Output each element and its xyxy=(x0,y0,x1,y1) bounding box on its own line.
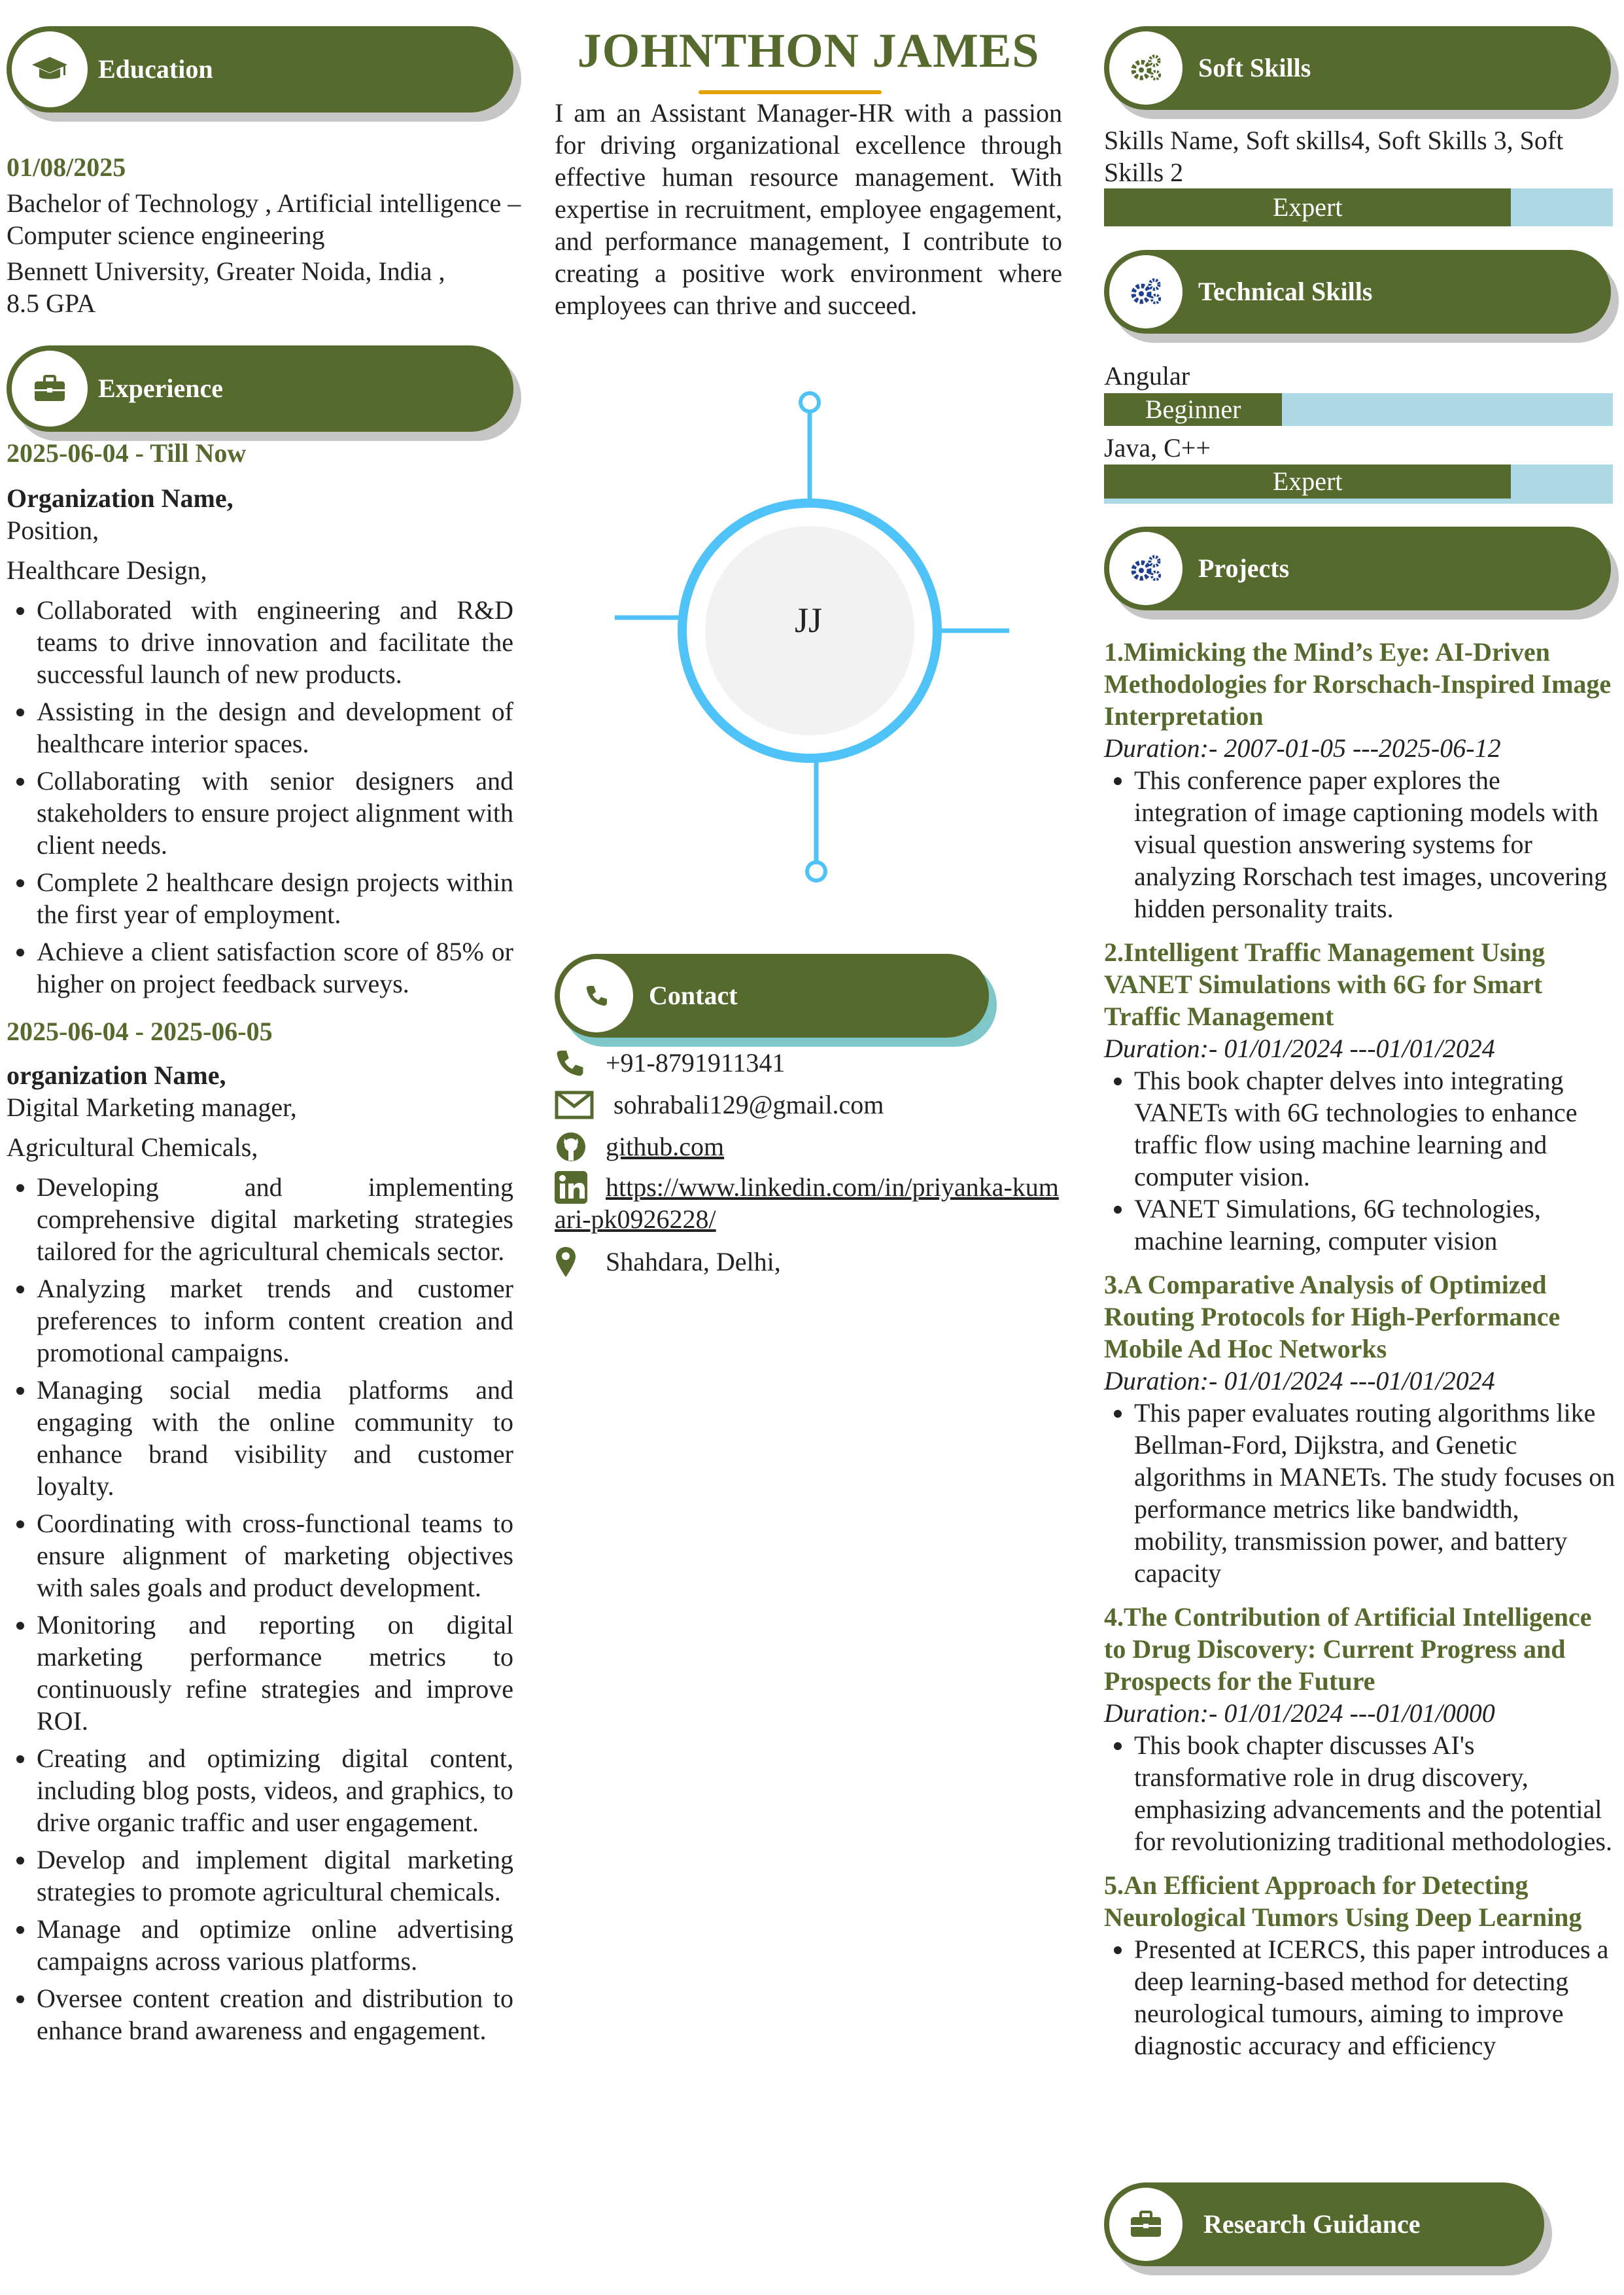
education-heading: Education xyxy=(98,54,213,84)
skill-name: Java, C++ xyxy=(1104,433,1211,463)
profile-summary: I am an Assistant Manager-HR with a passion for driving organizational excellence through effective human resource management. With expertise in recruitment, employee engagement, and performance management, I contribute to creating a positive work environment where employees can thrive and succeed. xyxy=(555,98,1062,320)
contact-location xyxy=(555,1246,781,1278)
candidate-name: JOHNTHON JAMES xyxy=(577,24,1040,78)
list-item: • Collaborated with engineering and R&D teams to drive innovation and facilitate the successful launch of new products. xyxy=(37,594,513,690)
contact-heading: Contact xyxy=(649,981,738,1010)
contact-phone xyxy=(555,1047,785,1079)
project-title: 2.Intelligent Traffic Management Using VANET Simulations with 6G for Smart Traffic Management xyxy=(1104,937,1546,1031)
skill-level-bar xyxy=(1104,464,1613,504)
project-duration: Duration:- 2007-01-05 ---2025-06-12 xyxy=(1104,733,1501,763)
project-title: 3.A Comparative Analysis of Optimized Routing Protocols for High-Performance Mobile Ad Hoc Networks xyxy=(1104,1270,1561,1363)
graduation-cap-icon xyxy=(12,31,88,107)
list-item: • Creating and optimizing digital content, including blog posts, videos, and graphics, to drive organic traffic and user engagement. xyxy=(37,1742,513,1838)
contact-linkedin[interactable] xyxy=(555,1171,1062,1235)
phone-icon xyxy=(555,1047,606,1079)
list-item: • This book chapter delves into integrating VANETs with 6G technologies to enhance traffic flow using machine learning and computer vision. xyxy=(1134,1064,1617,1193)
job-department: Healthcare Design, xyxy=(7,555,207,585)
experience-header xyxy=(7,345,513,432)
soft-skills-level-fill: Expert xyxy=(1104,188,1511,226)
education-date: 01/08/2025 xyxy=(7,152,126,182)
soft-skills-list: Skills Name, Soft skills4, Soft Skills 3, Soft Skills 2 xyxy=(1104,126,1564,187)
list-item: • This book chapter discusses AI's transformative role in drug discovery, emphasizing advancements and the potential for revolutionizing traditional methodologies. xyxy=(1134,1729,1617,1857)
project-item xyxy=(1104,1869,1617,2061)
project-duration: Duration:- 01/01/2024 ---01/01/0000 xyxy=(1104,1698,1495,1728)
research-guidance-header xyxy=(1104,2182,1544,2266)
github-icon xyxy=(555,1130,606,1163)
contact-phone-value: +91-8791911341 xyxy=(606,1048,786,1077)
map-pin-icon xyxy=(555,1246,606,1278)
briefcase-icon xyxy=(1109,2188,1183,2261)
job-bullets xyxy=(7,594,513,1000)
project-title: 4.The Contribution of Artificial Intelligence to Drug Discovery: Current Progress and Prospects for the Future xyxy=(1104,1602,1592,1696)
projects-list xyxy=(1104,636,1617,2061)
contact-github[interactable] xyxy=(555,1130,724,1163)
experience-heading: Experience xyxy=(98,374,224,403)
job-dates: 2025-06-04 - Till Now xyxy=(7,438,247,468)
list-item: • Achieve a client satisfaction score of 85% or higher on project feedback surveys. xyxy=(37,936,513,1000)
soft-skills-heading: Soft Skills xyxy=(1198,53,1311,82)
technical-skills-header xyxy=(1104,250,1611,334)
list-item: • Presented at ICERCS, this paper introduces a deep learning-based method for detecting neurological tumours, aiming to improve diagnostic accuracy and efficiency xyxy=(1134,1933,1617,2061)
job-dates: 2025-06-04 - 2025-06-05 xyxy=(7,1017,273,1046)
gears-icon xyxy=(1109,255,1183,328)
contact-email[interactable] xyxy=(555,1089,884,1121)
education-grade: 8.5 GPA xyxy=(7,289,96,318)
connector-node xyxy=(807,862,825,881)
list-item: • Develop and implement digital marketing strategies to promote agricultural chemicals. xyxy=(37,1844,513,1908)
list-item: • Collaborating with senior designers and stakeholders to ensure project alignment with client needs. xyxy=(37,765,513,861)
research-guidance-heading: Research Guidance xyxy=(1203,2209,1421,2239)
list-item: • Oversee content creation and distribution to enhance brand awareness and engagement. xyxy=(37,1982,513,2046)
skill-name: Angular xyxy=(1104,361,1190,391)
job-entry xyxy=(7,1015,513,2052)
project-duration: Duration:- 01/01/2024 ---01/01/2024 xyxy=(1104,1034,1495,1063)
list-item: • VANET Simulations, 6G technologies, machine learning, computer vision xyxy=(1134,1193,1617,1257)
education-institution: Bennett University, Greater Noida, India , xyxy=(7,256,445,286)
connector-node xyxy=(801,393,819,412)
avatar-initials: JJ xyxy=(794,601,823,640)
project-title: 5.An Efficient Approach for Detecting Neurological Tumors Using Deep Learning xyxy=(1104,1870,1582,1932)
list-item: • Coordinating with cross-functional teams to ensure alignment of marketing objectives with sales goals and product development. xyxy=(37,1507,513,1603)
contact-location-value: Shahdara, Delhi, xyxy=(606,1247,781,1276)
soft-skills-header xyxy=(1104,26,1611,110)
job-bullets xyxy=(7,1171,513,2046)
phone-icon xyxy=(560,959,633,1032)
briefcase-icon xyxy=(12,351,88,427)
list-item: • Assisting in the design and development of healthcare interior spaces. xyxy=(37,695,513,760)
skill-level-bar xyxy=(1104,393,1613,426)
skill-level-fill: Beginner xyxy=(1104,393,1282,426)
skill-level-fill: Expert xyxy=(1104,464,1511,499)
projects-header xyxy=(1104,527,1611,610)
job-position: Digital Marketing manager, xyxy=(7,1093,297,1122)
list-item: • Complete 2 healthcare design projects within the first year of employment. xyxy=(37,866,513,930)
contact-header xyxy=(555,954,989,1038)
job-organization: organization Name, xyxy=(7,1060,226,1090)
job-organization: Organization Name, xyxy=(7,483,233,513)
gears-icon xyxy=(1109,532,1183,605)
linkedin-icon xyxy=(555,1171,606,1203)
technical-skills-heading: Technical Skills xyxy=(1198,277,1373,306)
project-item xyxy=(1104,636,1617,924)
project-item xyxy=(1104,1269,1617,1589)
list-item: • This paper evaluates routing algorithms like Bellman-Ford, Dijkstra, and Genetic algorithms in MANETs. The study focuses on performance metrics like bandwidth, mobility, transmission power, and battery capacity xyxy=(1134,1397,1617,1589)
list-item: • Manage and optimize online advertising campaigns across various platforms. xyxy=(37,1913,513,1977)
contact-email-value[interactable]: sohrabali129@gmail.com xyxy=(613,1090,884,1119)
list-item: • Managing social media platforms and engaging with the online community to enhance brand visibility and customer loyalty. xyxy=(37,1374,513,1502)
projects-heading: Projects xyxy=(1198,553,1290,583)
education-header xyxy=(7,26,513,113)
list-item: • Analyzing market trends and customer preferences to inform content creation and promotional campaigns. xyxy=(37,1272,513,1369)
list-item: • Developing and implementing comprehensive digital marketing strategies tailored for the agricultural chemicals sector. xyxy=(37,1171,513,1267)
soft-skills-level-bar xyxy=(1104,188,1613,226)
list-item: • This conference paper explores the integration of image captioning models with visual question answering systems for analyzing Rorschach test images, uncovering hidden personality traits. xyxy=(1134,764,1617,924)
project-title: 1.Mimicking the Mind’s Eye: AI-Driven Methodologies for Rorschach-Inspired Image Interpretation xyxy=(1104,637,1612,731)
project-item xyxy=(1104,1601,1617,1857)
contact-linkedin-link[interactable]: https://www.linkedin.com/in/priyanka-kumari-pk0926228/ xyxy=(555,1172,1059,1234)
name-underline xyxy=(699,90,882,94)
job-department: Agricultural Chemicals, xyxy=(7,1132,258,1162)
gears-icon xyxy=(1109,31,1183,105)
list-item: • Monitoring and reporting on digital marketing performance metrics to continuously refine strategies and improve ROI. xyxy=(37,1609,513,1737)
contact-github-link[interactable]: github.com xyxy=(606,1132,725,1161)
job-position: Position, xyxy=(7,516,99,545)
project-item xyxy=(1104,936,1617,1257)
education-degree: Bachelor of Technology , Artificial intelligence – Computer science engineering xyxy=(7,188,521,250)
job-entry xyxy=(7,437,513,1005)
envelope-icon xyxy=(555,1089,606,1121)
project-duration: Duration:- 01/01/2024 ---01/01/2024 xyxy=(1104,1366,1495,1395)
